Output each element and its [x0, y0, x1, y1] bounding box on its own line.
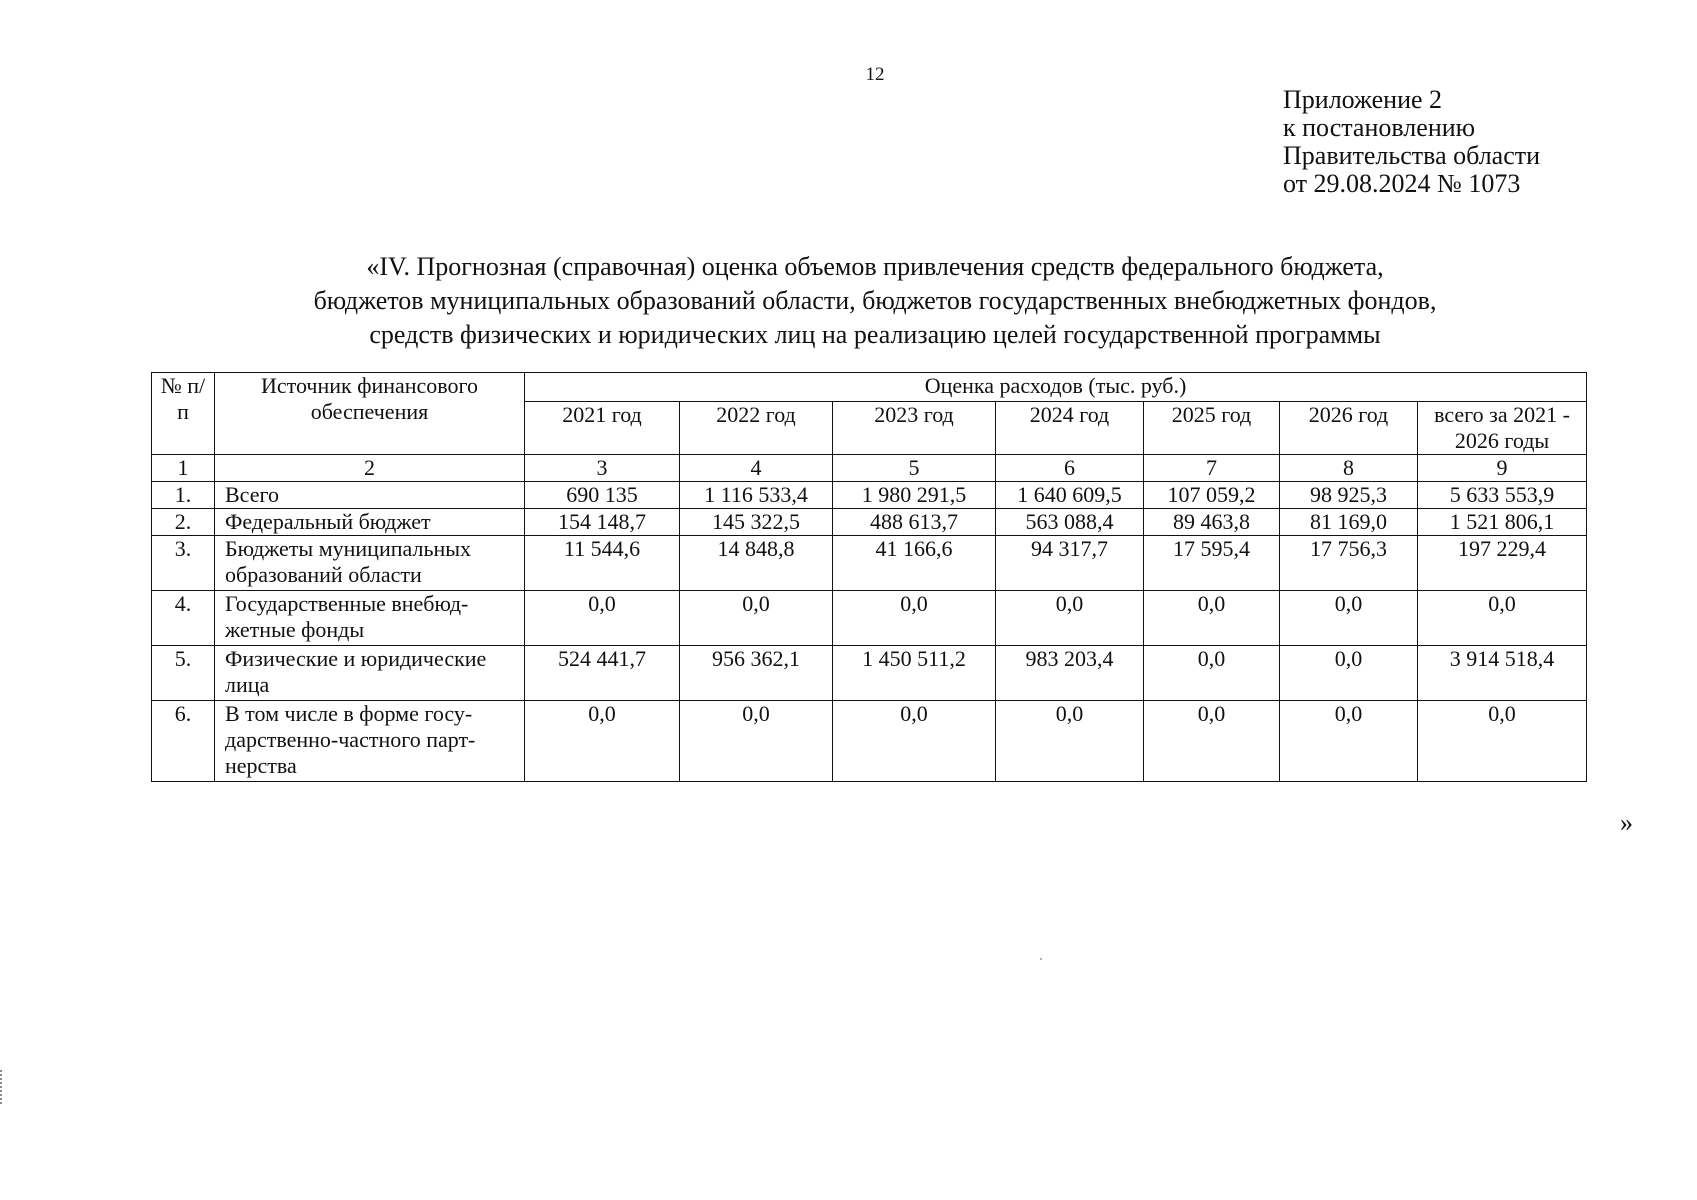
- row-value: 0,0: [1418, 701, 1587, 782]
- column-number: 5: [833, 455, 996, 482]
- row-value: 1 640 609,5: [996, 482, 1144, 509]
- column-number: 6: [996, 455, 1144, 482]
- row-value: 98 925,3: [1280, 482, 1418, 509]
- header-row-top: [152, 373, 1587, 402]
- row-value: 524 441,7: [525, 646, 680, 701]
- row-number: 2.: [152, 509, 215, 536]
- table-row: [152, 646, 1587, 701]
- heading-line: бюджетов муниципальных образований области, бюджетов государственных внебюджетных фондов,: [313, 286, 1437, 315]
- row-value: 1 116 533,4: [680, 482, 833, 509]
- column-number: 3: [525, 455, 680, 482]
- row-value: 81 169,0: [1280, 509, 1418, 536]
- row-value: 0,0: [833, 591, 996, 646]
- row-value: 17 595,4: [1144, 536, 1280, 591]
- row-value: 0,0: [680, 591, 833, 646]
- row-value: 983 203,4: [996, 646, 1144, 701]
- row-value: 1 450 511,2: [833, 646, 996, 701]
- table-row: [152, 482, 1587, 509]
- header-year-cell: 2023 год: [833, 402, 996, 455]
- header-year-cell: 2025 год: [1144, 402, 1280, 455]
- row-value: 0,0: [1280, 701, 1418, 782]
- appendix-line: Правительства области: [1283, 141, 1541, 170]
- row-source: Всего: [215, 482, 525, 509]
- page-number: 12: [865, 64, 885, 85]
- row-number: 5.: [152, 646, 215, 701]
- row-value: 1 980 291,5: [833, 482, 996, 509]
- row-value: 0,0: [525, 701, 680, 782]
- column-number: 1: [152, 455, 215, 482]
- column-number: 7: [1144, 455, 1280, 482]
- row-value: 41 166,6: [833, 536, 996, 591]
- row-value: 17 756,3: [1280, 536, 1418, 591]
- appendix-block: [1283, 86, 1540, 198]
- header-source-cell: Источник финансового обеспечения: [215, 373, 525, 455]
- table-row: [152, 591, 1587, 646]
- row-source: Физические и юридические лица: [215, 646, 525, 701]
- row-value: 488 613,7: [833, 509, 996, 536]
- row-number: 6.: [152, 701, 215, 782]
- header-year-cell: 2024 год: [996, 402, 1144, 455]
- appendix-line: Приложение 2: [1283, 85, 1443, 114]
- appendix-line: от 29.08.2024 № 1073: [1283, 169, 1521, 198]
- column-number-row: [152, 455, 1587, 482]
- row-value: 1 521 806,1: [1418, 509, 1587, 536]
- row-value: 14 848,8: [680, 536, 833, 591]
- header-year-cell: 2026 год: [1280, 402, 1418, 455]
- column-number: 8: [1280, 455, 1418, 482]
- row-value: 0,0: [1144, 646, 1280, 701]
- column-number: 9: [1418, 455, 1587, 482]
- row-value: 11 544,6: [525, 536, 680, 591]
- row-source: В том числе в форме госу-дарственно-частного парт-нерства: [215, 701, 525, 782]
- scan-margin-marks: [0, 1070, 6, 1104]
- row-number: 1.: [152, 482, 215, 509]
- header-year-cell: 2022 год: [680, 402, 833, 455]
- row-value: 563 088,4: [996, 509, 1144, 536]
- row-source: Федеральный бюджет: [215, 509, 525, 536]
- row-number: 3.: [152, 536, 215, 591]
- row-value: 0,0: [525, 591, 680, 646]
- row-value: 0,0: [1144, 591, 1280, 646]
- row-value: 89 463,8: [1144, 509, 1280, 536]
- row-source: Бюджеты муниципальных образований области: [215, 536, 525, 591]
- column-number: 2: [215, 455, 525, 482]
- column-number: 4: [680, 455, 833, 482]
- row-value: 690 135: [525, 482, 680, 509]
- row-source: Государственные внебюд-жетные фонды: [215, 591, 525, 646]
- table-row: [152, 509, 1587, 536]
- row-value: 0,0: [1280, 591, 1418, 646]
- row-value: 0,0: [996, 701, 1144, 782]
- appendix-line: к постановлению: [1283, 113, 1476, 142]
- row-value: 0,0: [680, 701, 833, 782]
- row-number: 4.: [152, 591, 215, 646]
- row-value: 94 317,7: [996, 536, 1144, 591]
- row-value: 5 633 553,9: [1418, 482, 1587, 509]
- header-year-cell: 2021 год: [525, 402, 680, 455]
- financing-table: [151, 372, 1587, 782]
- scan-speck: [1040, 958, 1042, 960]
- row-value: 107 059,2: [1144, 482, 1280, 509]
- heading-line: «IV. Прогнозная (справочная) оценка объемов привлечения средств федерального бюджета,: [366, 252, 1384, 281]
- row-value: 0,0: [1144, 701, 1280, 782]
- row-value: 0,0: [1280, 646, 1418, 701]
- row-value: 0,0: [996, 591, 1144, 646]
- row-value: 3 914 518,4: [1418, 646, 1587, 701]
- header-num-cell: № п/п: [152, 373, 215, 455]
- row-value: 0,0: [833, 701, 996, 782]
- row-value: 0,0: [1418, 591, 1587, 646]
- row-value: 956 362,1: [680, 646, 833, 701]
- table-row: [152, 701, 1587, 782]
- closing-quote: »: [1620, 808, 1633, 837]
- header-total-cell: всего за 2021 - 2026 годы: [1418, 402, 1587, 455]
- header-group-cell: Оценка расходов (тыс. руб.): [525, 373, 1587, 402]
- row-value: 145 322,5: [680, 509, 833, 536]
- row-value: 154 148,7: [525, 509, 680, 536]
- table-row: [152, 536, 1587, 591]
- section-heading: [150, 250, 1600, 352]
- row-value: 197 229,4: [1418, 536, 1587, 591]
- heading-line: средств физических и юридических лиц на реализацию целей государственной программы: [369, 320, 1381, 349]
